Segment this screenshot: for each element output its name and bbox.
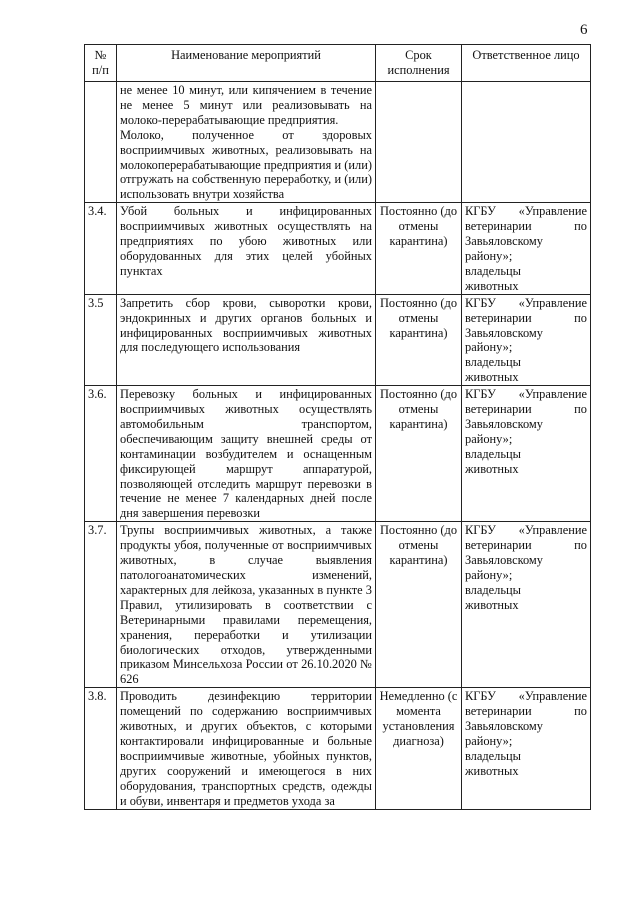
header-term: Срок исполнения <box>376 45 462 82</box>
responsible-line-dept: ветеринарии по <box>465 310 587 325</box>
measure-paragraph: не менее 10 минут, или кипячением в течение не менее 5 минут или реализовывать на молоко-перерабатывающие предприятия. <box>120 83 372 127</box>
responsible-line-rest: Завьяловскому району»; владельцы животных <box>465 416 543 476</box>
responsible-line-dept: ветеринарии по <box>465 219 587 234</box>
row-number: 3.8. <box>85 688 117 809</box>
deadline: Постоянно (до отмены карантина) <box>376 386 462 522</box>
responsible-person <box>462 386 591 522</box>
table-row <box>85 82 591 203</box>
measure-description <box>117 386 376 522</box>
table-row <box>85 386 591 522</box>
header-num: № п/п <box>85 45 117 82</box>
measure-paragraph: Молоко, полученное от здоровых восприимчивых животных, реализовывать на молокоперерабатывающие предприятия и (или) отгружать на собственную переработку, и (или) использовать внутри хозяйства <box>120 127 372 202</box>
deadline: Постоянно (до отмены карантина) <box>376 203 462 294</box>
responsible-person <box>462 294 591 385</box>
responsible-line-org: КГБУ «Управление <box>465 295 587 310</box>
measure-description <box>117 82 376 203</box>
header-name: Наименование мероприятий <box>117 45 376 82</box>
responsible-line-rest: Завьяловскому району»; владельцы животных <box>465 553 543 612</box>
responsible-line-org: КГБУ «Управление <box>465 523 587 538</box>
row-number: 3.4. <box>85 203 117 294</box>
responsible-line-rest: Завьяловскому району»; владельцы животных <box>465 325 543 385</box>
measure-paragraph: Проводить дезинфекцию территории помещений по содержанию восприимчивых животных, и других объектов, с которыми контактировали инфицированные и больные восприимчивые животные, убойных пунктов, других сооружений и имеющегося в них оборудования, транспортных средств, одежды и обуви, инвентаря и предметов ухода за <box>120 689 372 808</box>
responsible-line-rest: Завьяловскому району»; владельцы животных <box>465 719 543 778</box>
measure-description <box>117 522 376 688</box>
responsible-person <box>462 203 591 294</box>
responsible-line-org: КГБУ «Управление <box>465 689 587 704</box>
measure-paragraph: Трупы восприимчивых животных, а также продукты убоя, полученные от восприимчивых животных, в случае выявления патологоанатомических изменений, характерных для лейкоза, указанных в пункте 3 Правил, утилизировать в соответствии с Ветеринарными правилами перемещения, хранения, переработки и утилизации биологических отходов, утвержденными приказом Минсельхоза России от 26.10.2020 № 626 <box>120 523 372 687</box>
table-row <box>85 203 591 294</box>
row-number: 3.7. <box>85 522 117 688</box>
deadline: Постоянно (до отмены карантина) <box>376 522 462 688</box>
responsible-line-rest: Завьяловскому району»; владельцы животных <box>465 234 543 293</box>
row-number <box>85 82 117 203</box>
measure-description <box>117 203 376 294</box>
measure-description <box>117 294 376 385</box>
responsible-person <box>462 522 591 688</box>
measure-description <box>117 688 376 809</box>
responsible-person <box>462 82 591 203</box>
responsible-person <box>462 688 591 809</box>
row-number: 3.5 <box>85 294 117 385</box>
table-header-row <box>85 45 591 82</box>
responsible-line-dept: ветеринарии по <box>465 538 587 553</box>
table-row <box>85 688 591 809</box>
measure-paragraph: Запретить сбор крови, сыворотки крови, эндокринных и других органов больных и инфицированных восприимчивых животных для последующего использования <box>120 295 372 355</box>
measures-table <box>84 44 591 810</box>
row-number: 3.6. <box>85 386 117 522</box>
table-row <box>85 522 591 688</box>
deadline: Немедленно (с момента установления диагноза) <box>376 688 462 809</box>
deadline: Постоянно (до отмены карантина) <box>376 294 462 385</box>
responsible-line-org: КГБУ «Управление <box>465 204 587 219</box>
page-number: 6 <box>580 22 588 38</box>
responsible-line-dept: ветеринарии по <box>465 402 587 417</box>
responsible-line-org: КГБУ «Управление <box>465 387 587 402</box>
responsible-line-dept: ветеринарии по <box>465 704 587 719</box>
measure-paragraph: Убой больных и инфицированных восприимчивых животных осуществлять на предприятиях по убою животных или оборудованных для этих целей убойных пунктах <box>120 204 372 278</box>
deadline <box>376 82 462 203</box>
header-responsible: Ответственное лицо <box>462 45 591 82</box>
measure-paragraph: Перевозку больных и инфицированных восприимчивых животных осуществлять автомобильным транспортом, обеспечивающим защиту внешней среды от контаминации возбудителем и оснащенным фиксирующей маршрут аппаратурой, позволяющей отследить маршрут перевозки в течение не менее 7 календарных дней после дня завершения перевозки <box>120 387 372 521</box>
table-row <box>85 294 591 385</box>
